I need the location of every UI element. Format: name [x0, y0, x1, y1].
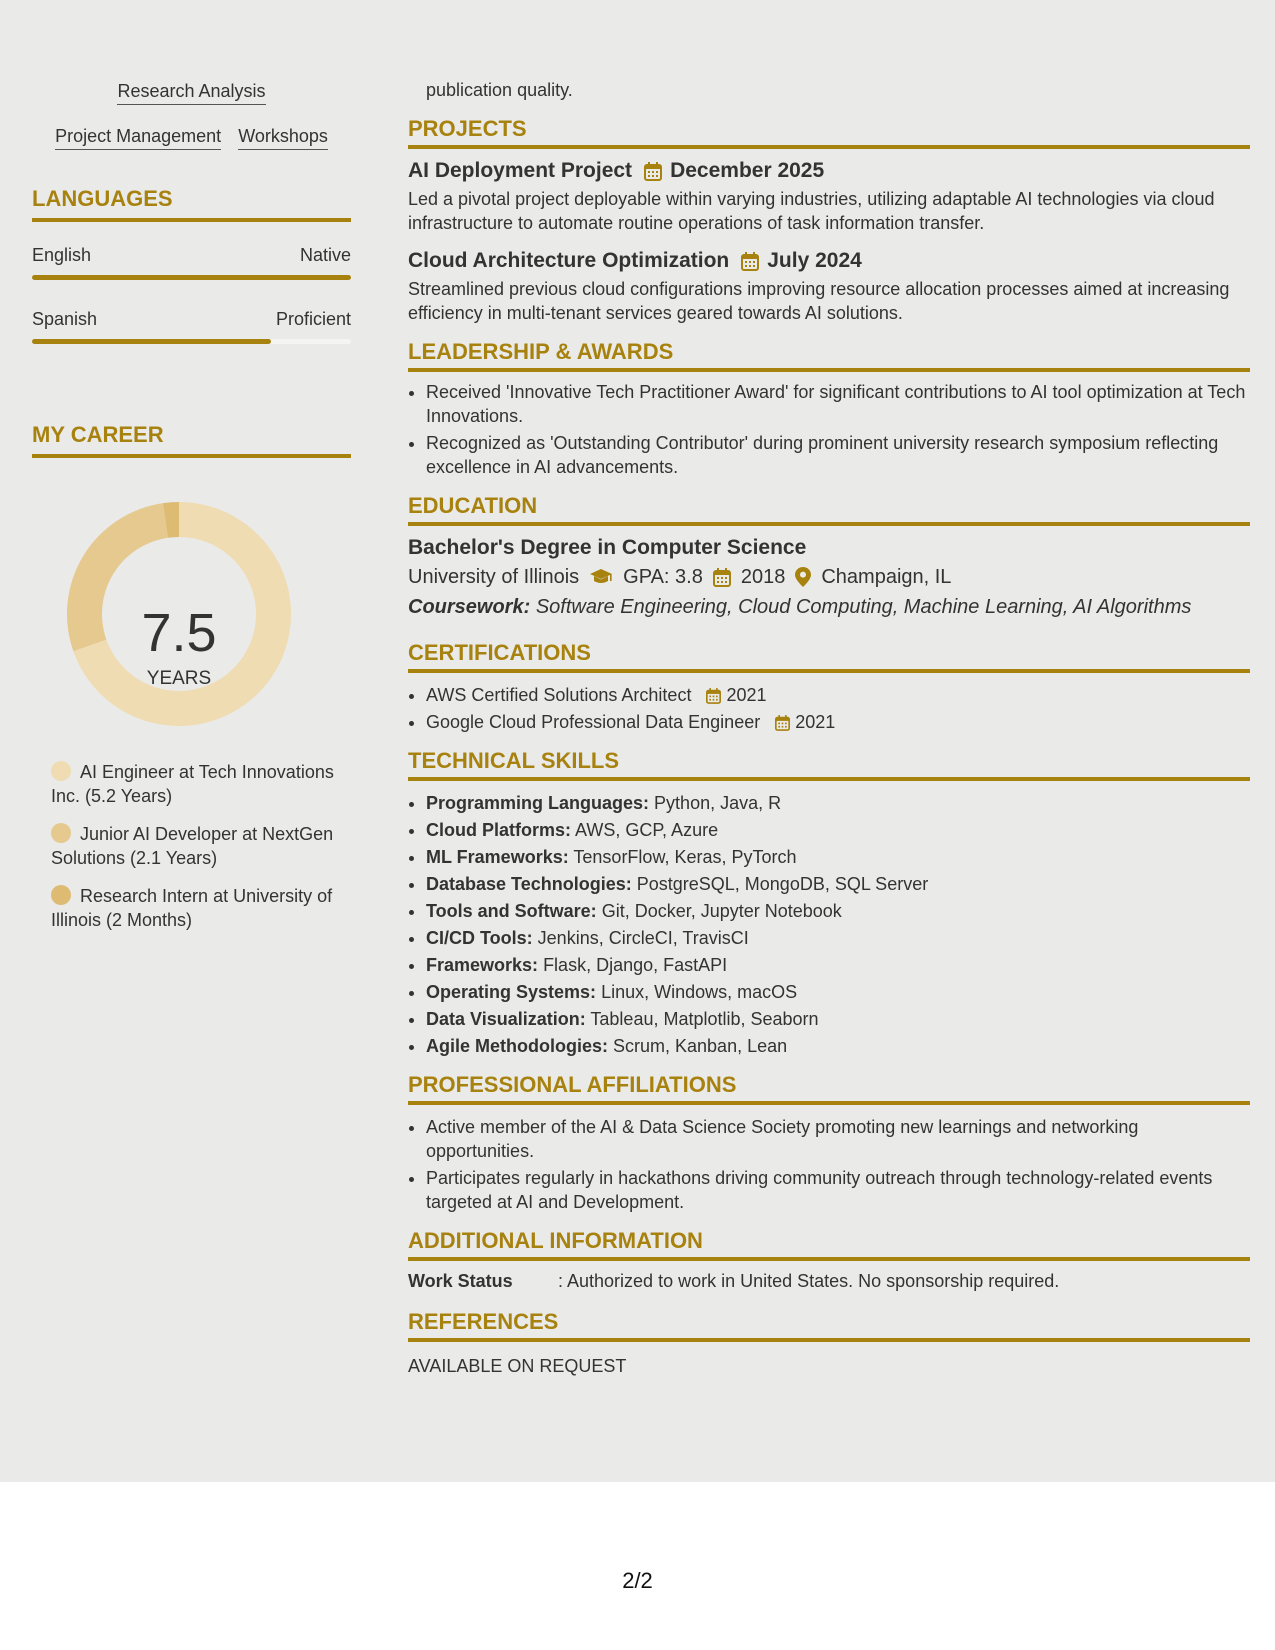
certification-item: [426, 683, 1250, 707]
skill-label: Programming Languages:: [426, 793, 650, 813]
affiliations-section: [408, 1072, 1250, 1214]
certification-name: AWS Certified Solutions Architect: [426, 685, 692, 705]
project-item: [408, 157, 1250, 235]
language-bar-fill: [32, 275, 351, 280]
certification-name: Google Cloud Professional Data Engineer: [426, 712, 761, 732]
language-name: English: [32, 245, 92, 265]
career-legend-item: [51, 884, 351, 932]
skill-label: Tools and Software:: [426, 901, 597, 921]
skill-value: TensorFlow, Keras, PyTorch: [573, 847, 797, 867]
page-number: 2/2: [622, 1568, 653, 1593]
references-section: [408, 1309, 1250, 1378]
language-item: [32, 244, 351, 280]
skill-tag: Project Management: [55, 125, 221, 150]
project-date: December 2025: [670, 159, 825, 182]
skill-label: Agile Methodologies:: [426, 1036, 608, 1056]
work-status-label: Work Status: [408, 1271, 513, 1291]
additional-info-heading: ADDITIONAL INFORMATION: [408, 1228, 1250, 1261]
certification-item: [426, 710, 1250, 734]
language-level: Proficient: [275, 309, 351, 329]
languages-section: [32, 186, 351, 344]
skill-item: [426, 1007, 1250, 1031]
calendar-icon: [644, 162, 662, 181]
skill-item: [426, 1034, 1250, 1058]
skill-tag-row: [32, 125, 351, 150]
affiliation-item: • Participates regularly in hackathons driving community outreach through technology-related events targeted at AI and Development.: [426, 1166, 1250, 1214]
technical-skills-section: [408, 748, 1250, 1058]
skill-label: Database Technologies:: [426, 874, 632, 894]
leadership-heading: LEADERSHIP & AWARDS: [408, 339, 1250, 372]
calendar-icon: [741, 252, 759, 271]
additional-info-section: [408, 1228, 1250, 1293]
calendar-icon: [775, 715, 790, 731]
languages-heading: LANGUAGES: [32, 186, 351, 222]
career-heading: MY CAREER: [32, 422, 351, 458]
work-status-value: : Authorized to work in United States. No sponsorship required.: [558, 1271, 1060, 1291]
project-title: AI Deployment Project: [408, 159, 633, 182]
skill-tag-row: [32, 80, 351, 105]
summary-tail: publication quality.: [426, 80, 573, 100]
skill-item: [426, 899, 1250, 923]
language-bar: [32, 339, 351, 344]
skill-item: [426, 791, 1250, 815]
coursework: [408, 592, 1250, 622]
calendar-icon: [713, 568, 731, 587]
right-column: [408, 78, 1250, 1378]
career-total: 7.5: [141, 603, 217, 663]
language-item: [32, 308, 351, 344]
calendar-icon: [706, 688, 721, 704]
education-details: [408, 562, 1250, 592]
education-heading: EDUCATION: [408, 493, 1250, 526]
school-location: Champaign, IL: [821, 566, 952, 588]
technical-skills-heading: TECHNICAL SKILLS: [408, 748, 1250, 781]
project-description: Streamlined previous cloud configurations improving resource allocation processes aimed at increasing efficiency in multi-tenant services geared towards AI solutions.: [408, 279, 1230, 323]
skill-item: [426, 980, 1250, 1004]
leadership-item: • Recognized as 'Outstanding Contributor' during prominent university research symposium reflecting excellence in AI advancements.: [426, 431, 1250, 479]
skill-item: [426, 872, 1250, 896]
career-unit: YEARS: [146, 668, 212, 689]
affiliation-item: • Active member of the AI & Data Science Society promoting new learnings and networking opportunities.: [426, 1115, 1250, 1163]
career-section: [32, 422, 351, 932]
certifications-section: [408, 640, 1250, 734]
references-text: AVAILABLE ON REQUEST: [408, 1356, 627, 1376]
skill-item: [426, 953, 1250, 977]
skill-tag: Workshops: [238, 125, 328, 150]
certification-year: 2021: [795, 712, 836, 732]
career-legend-label: Research Intern at University of Illinois (2 Months): [51, 886, 333, 930]
skill-value: Git, Docker, Jupyter Notebook: [601, 901, 842, 921]
language-level: Native: [299, 245, 351, 265]
project-item: [408, 247, 1250, 325]
skill-tags: [32, 80, 351, 150]
education-section: [408, 493, 1250, 622]
skill-label: Data Visualization:: [426, 1009, 586, 1029]
legend-dot: [51, 823, 71, 843]
skill-value: Flask, Django, FastAPI: [543, 955, 728, 975]
language-bar-fill: [32, 339, 271, 344]
graduation-cap-icon: [589, 568, 613, 586]
coursework-list: Software Engineering, Cloud Computing, Machine Learning, AI Algorithms: [535, 596, 1192, 618]
skill-value: Tableau, Matplotlib, Seaborn: [590, 1009, 819, 1029]
left-column: [32, 80, 351, 946]
skill-label: Operating Systems:: [426, 982, 597, 1002]
coursework-label: Coursework:: [408, 596, 531, 618]
leadership-item: • Received 'Innovative Tech Practitioner Award' for significant contributions to AI tool optimization at Tech Innovations.: [426, 380, 1250, 428]
career-legend-label: Junior AI Developer at NextGen Solutions (2.1 Years): [51, 824, 334, 868]
certifications-heading: CERTIFICATIONS: [408, 640, 1250, 673]
degree-title: Bachelor's Degree in Computer Science: [408, 536, 807, 559]
career-legend-item: [51, 760, 351, 808]
skill-value: Python, Java, R: [654, 793, 782, 813]
projects-section: [408, 116, 1250, 325]
career-legend: [32, 760, 351, 932]
career-legend-label: AI Engineer at Tech Innovations Inc. (5.2 Years): [51, 762, 334, 806]
skill-value: PostgreSQL, MongoDB, SQL Server: [636, 874, 929, 894]
skill-label: ML Frameworks:: [426, 847, 569, 867]
skill-item: [426, 845, 1250, 869]
project-title: Cloud Architecture Optimization: [408, 249, 730, 272]
skill-value: Jenkins, CircleCI, TravisCI: [537, 928, 749, 948]
work-status: [408, 1269, 1250, 1293]
school-name: University of Illinois: [408, 566, 580, 588]
affiliations-heading: PROFESSIONAL AFFILIATIONS: [408, 1072, 1250, 1105]
language-bar: [32, 275, 351, 280]
project-description: Led a pivotal project deployable within varying industries, utilizing adaptable AI technologies via cloud infrastructure to automate routine operations of task information transfer.: [408, 189, 1215, 233]
skill-value: AWS, GCP, Azure: [575, 820, 719, 840]
skill-value: Linux, Windows, macOS: [601, 982, 798, 1002]
graduation-year: 2018: [740, 566, 786, 588]
legend-dot: [51, 761, 71, 781]
skill-tag: Research Analysis: [117, 80, 265, 105]
skill-label: Frameworks:: [426, 955, 539, 975]
projects-heading: PROJECTS: [408, 116, 1250, 149]
project-date: July 2024: [767, 249, 862, 272]
skill-label: Cloud Platforms:: [426, 820, 572, 840]
certification-year: 2021: [726, 685, 767, 705]
skill-item: [426, 818, 1250, 842]
map-pin-icon: [795, 567, 811, 587]
gpa: GPA: 3.8: [623, 566, 703, 588]
career-legend-item: [51, 822, 351, 870]
leadership-section: [408, 339, 1250, 479]
references-heading: REFERENCES: [408, 1309, 1250, 1342]
skill-label: CI/CD Tools:: [426, 928, 533, 948]
legend-dot: [51, 885, 71, 905]
career-donut-chart: [32, 498, 351, 730]
skill-value: Scrum, Kanban, Lean: [613, 1036, 788, 1056]
language-name: Spanish: [32, 309, 98, 329]
skill-item: [426, 926, 1250, 950]
